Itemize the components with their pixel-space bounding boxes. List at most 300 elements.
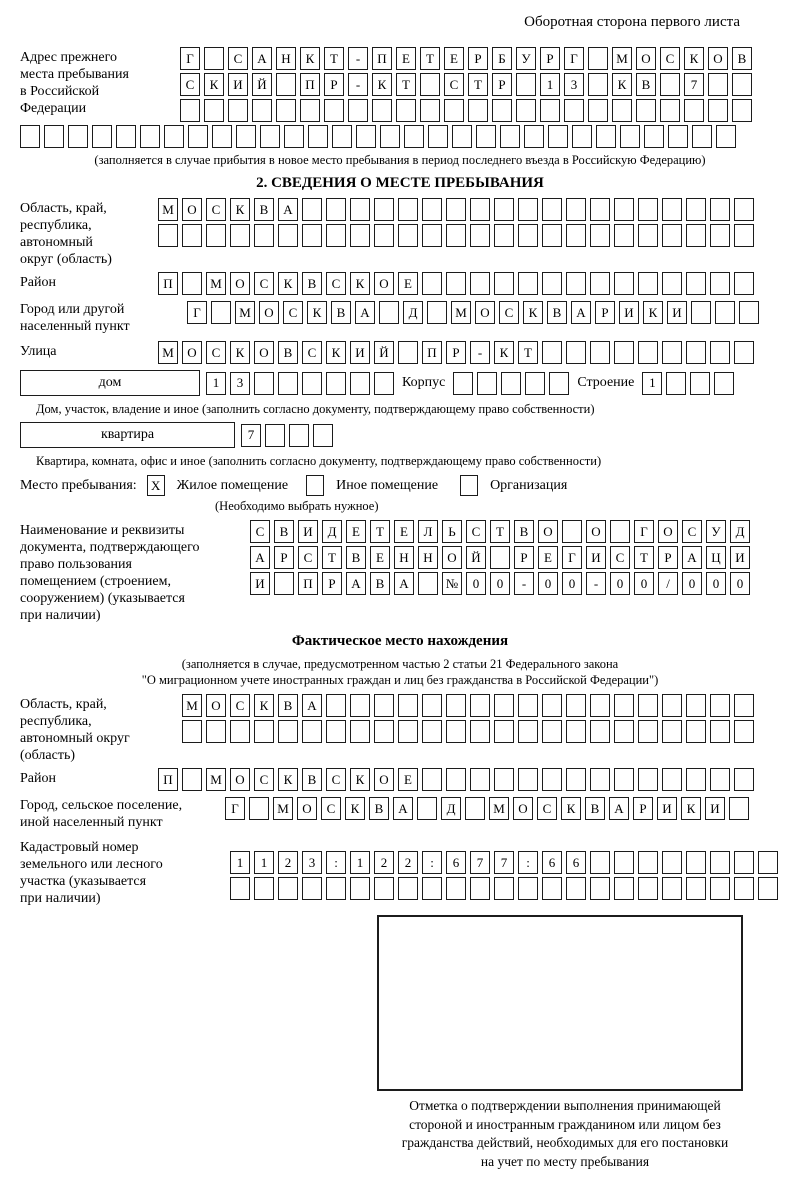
char-cell[interactable]: №	[442, 572, 462, 595]
char-cell[interactable]: С	[228, 47, 248, 70]
char-cell[interactable]: С	[180, 73, 200, 96]
char-cell[interactable]	[158, 224, 178, 247]
char-cell[interactable]	[590, 720, 610, 743]
char-cell[interactable]	[302, 720, 322, 743]
char-cell[interactable]	[350, 694, 370, 717]
char-cell[interactable]	[182, 720, 202, 743]
char-cell[interactable]	[446, 272, 466, 295]
char-cell[interactable]	[566, 768, 586, 791]
char-cell[interactable]	[180, 99, 200, 122]
char-cell[interactable]	[518, 224, 538, 247]
char-cell[interactable]	[638, 341, 658, 364]
char-cell[interactable]: И	[657, 797, 677, 820]
char-cell[interactable]	[662, 851, 682, 874]
char-cell[interactable]	[490, 546, 510, 569]
char-cell[interactable]	[566, 341, 586, 364]
char-cell[interactable]: С	[326, 272, 346, 295]
char-cell[interactable]: Г	[634, 520, 654, 543]
char-cell[interactable]: С	[230, 694, 250, 717]
char-cell[interactable]: И	[250, 572, 270, 595]
char-cell[interactable]	[710, 720, 730, 743]
char-cell[interactable]	[422, 877, 442, 900]
char-cell[interactable]	[588, 99, 608, 122]
stay-checkbox-organization[interactable]	[460, 475, 478, 496]
char-cell[interactable]	[20, 125, 40, 148]
char-cell[interactable]: О	[442, 546, 462, 569]
char-cell[interactable]: 2	[278, 851, 298, 874]
char-cell[interactable]	[44, 125, 64, 148]
char-cell[interactable]	[566, 198, 586, 221]
char-cell[interactable]	[374, 720, 394, 743]
char-cell[interactable]: О	[513, 797, 533, 820]
char-cell[interactable]: Е	[396, 47, 416, 70]
char-cell[interactable]: 1	[642, 372, 662, 395]
char-cell[interactable]	[422, 720, 442, 743]
char-cell[interactable]: А	[252, 47, 272, 70]
char-cell[interactable]	[476, 125, 496, 148]
char-cell[interactable]: А	[355, 301, 375, 324]
char-cell[interactable]	[590, 877, 610, 900]
char-cell[interactable]: 0	[730, 572, 750, 595]
char-cell[interactable]	[542, 877, 562, 900]
char-cell[interactable]: Р	[633, 797, 653, 820]
char-cell[interactable]: А	[609, 797, 629, 820]
char-cell[interactable]	[734, 198, 754, 221]
char-cell[interactable]	[380, 125, 400, 148]
char-cell[interactable]	[524, 125, 544, 148]
char-cell[interactable]: Р	[468, 47, 488, 70]
char-cell[interactable]	[566, 877, 586, 900]
char-cell[interactable]	[644, 125, 664, 148]
char-cell[interactable]	[188, 125, 208, 148]
char-cell[interactable]: С	[250, 520, 270, 543]
char-cell[interactable]	[610, 520, 630, 543]
char-cell[interactable]	[470, 224, 490, 247]
char-cell[interactable]	[690, 372, 710, 395]
char-cell[interactable]	[708, 99, 728, 122]
char-cell[interactable]	[562, 520, 582, 543]
char-cell[interactable]: Т	[322, 546, 342, 569]
char-cell[interactable]	[470, 877, 490, 900]
char-cell[interactable]	[374, 372, 394, 395]
char-cell[interactable]: К	[350, 272, 370, 295]
char-cell[interactable]: О	[297, 797, 317, 820]
char-cell[interactable]	[372, 99, 392, 122]
char-cell[interactable]	[228, 99, 248, 122]
char-cell[interactable]	[204, 47, 224, 70]
char-cell[interactable]	[302, 224, 322, 247]
char-cell[interactable]	[230, 877, 250, 900]
char-cell[interactable]: Е	[444, 47, 464, 70]
char-cell[interactable]: С	[206, 198, 226, 221]
char-cell[interactable]	[734, 768, 754, 791]
char-cell[interactable]: В	[302, 272, 322, 295]
char-cell[interactable]	[374, 877, 394, 900]
char-cell[interactable]	[254, 372, 274, 395]
char-cell[interactable]: Й	[466, 546, 486, 569]
char-cell[interactable]	[686, 768, 706, 791]
char-cell[interactable]: Е	[538, 546, 558, 569]
char-cell[interactable]: Д	[730, 520, 750, 543]
char-cell[interactable]: К	[300, 47, 320, 70]
char-cell[interactable]	[278, 877, 298, 900]
char-cell[interactable]	[542, 694, 562, 717]
char-cell[interactable]	[638, 720, 658, 743]
char-cell[interactable]	[465, 797, 485, 820]
char-cell[interactable]: Р	[274, 546, 294, 569]
char-cell[interactable]	[542, 224, 562, 247]
char-cell[interactable]	[254, 224, 274, 247]
char-cell[interactable]: 7	[494, 851, 514, 874]
char-cell[interactable]: О	[259, 301, 279, 324]
char-cell[interactable]: 2	[374, 851, 394, 874]
char-cell[interactable]: 0	[466, 572, 486, 595]
char-cell[interactable]: Г	[180, 47, 200, 70]
char-cell[interactable]	[686, 694, 706, 717]
char-cell[interactable]	[494, 198, 514, 221]
char-cell[interactable]: Д	[403, 301, 423, 324]
char-cell[interactable]: Д	[322, 520, 342, 543]
char-cell[interactable]: М	[235, 301, 255, 324]
char-cell[interactable]	[662, 341, 682, 364]
char-cell[interactable]: И	[350, 341, 370, 364]
char-cell[interactable]	[540, 99, 560, 122]
char-cell[interactable]	[427, 301, 447, 324]
char-cell[interactable]: Р	[514, 546, 534, 569]
char-cell[interactable]: -	[348, 47, 368, 70]
char-cell[interactable]: В	[732, 47, 752, 70]
char-cell[interactable]: И	[705, 797, 725, 820]
char-cell[interactable]	[614, 198, 634, 221]
char-cell[interactable]: С	[321, 797, 341, 820]
char-cell[interactable]	[418, 572, 438, 595]
char-cell[interactable]: К	[230, 341, 250, 364]
char-cell[interactable]: Р	[322, 572, 342, 595]
char-cell[interactable]: Т	[518, 341, 538, 364]
char-cell[interactable]	[710, 198, 730, 221]
char-cell[interactable]: 1	[230, 851, 250, 874]
char-cell[interactable]: :	[326, 851, 346, 874]
stay-checkbox-other-premises[interactable]	[306, 475, 324, 496]
char-cell[interactable]	[182, 272, 202, 295]
char-cell[interactable]	[566, 720, 586, 743]
char-cell[interactable]: М	[612, 47, 632, 70]
char-cell[interactable]	[313, 424, 333, 447]
char-cell[interactable]	[662, 198, 682, 221]
char-cell[interactable]	[300, 99, 320, 122]
char-cell[interactable]: С	[326, 768, 346, 791]
char-cell[interactable]	[614, 720, 634, 743]
char-cell[interactable]	[715, 301, 735, 324]
char-cell[interactable]: К	[278, 768, 298, 791]
char-cell[interactable]: В	[278, 341, 298, 364]
char-cell[interactable]: Р	[658, 546, 678, 569]
char-cell[interactable]	[398, 720, 418, 743]
char-cell[interactable]	[732, 99, 752, 122]
char-cell[interactable]: О	[230, 768, 250, 791]
char-cell[interactable]: У	[516, 47, 536, 70]
char-cell[interactable]: 1	[254, 851, 274, 874]
char-cell[interactable]	[398, 224, 418, 247]
char-cell[interactable]	[501, 372, 521, 395]
char-cell[interactable]	[714, 372, 734, 395]
char-cell[interactable]	[542, 198, 562, 221]
char-cell[interactable]: 1	[350, 851, 370, 874]
char-cell[interactable]	[470, 198, 490, 221]
char-cell[interactable]: О	[206, 694, 226, 717]
char-cell[interactable]	[668, 125, 688, 148]
char-cell[interactable]	[206, 224, 226, 247]
char-cell[interactable]: А	[250, 546, 270, 569]
char-cell[interactable]	[566, 224, 586, 247]
char-cell[interactable]: 1	[206, 372, 226, 395]
char-cell[interactable]: О	[636, 47, 656, 70]
char-cell[interactable]	[662, 720, 682, 743]
char-cell[interactable]	[452, 125, 472, 148]
char-cell[interactable]	[734, 877, 754, 900]
char-cell[interactable]	[734, 851, 754, 874]
char-cell[interactable]	[662, 272, 682, 295]
char-cell[interactable]	[716, 125, 736, 148]
char-cell[interactable]	[324, 99, 344, 122]
char-cell[interactable]: В	[274, 520, 294, 543]
char-cell[interactable]	[494, 877, 514, 900]
char-cell[interactable]	[326, 694, 346, 717]
char-cell[interactable]: М	[451, 301, 471, 324]
char-cell[interactable]: И	[619, 301, 639, 324]
char-cell[interactable]	[494, 224, 514, 247]
char-cell[interactable]	[68, 125, 88, 148]
char-cell[interactable]	[422, 198, 442, 221]
char-cell[interactable]	[164, 125, 184, 148]
char-cell[interactable]: А	[302, 694, 322, 717]
char-cell[interactable]	[92, 125, 112, 148]
char-cell[interactable]: И	[298, 520, 318, 543]
char-cell[interactable]	[494, 768, 514, 791]
char-cell[interactable]	[636, 99, 656, 122]
char-cell[interactable]	[302, 198, 322, 221]
char-cell[interactable]	[356, 125, 376, 148]
char-cell[interactable]	[249, 797, 269, 820]
char-cell[interactable]: К	[230, 198, 250, 221]
char-cell[interactable]	[284, 125, 304, 148]
char-cell[interactable]: П	[372, 47, 392, 70]
char-cell[interactable]: Ц	[706, 546, 726, 569]
char-cell[interactable]: 0	[562, 572, 582, 595]
char-cell[interactable]	[548, 125, 568, 148]
char-cell[interactable]	[739, 301, 759, 324]
char-cell[interactable]: С	[499, 301, 519, 324]
char-cell[interactable]	[420, 99, 440, 122]
char-cell[interactable]	[710, 694, 730, 717]
char-cell[interactable]: Л	[418, 520, 438, 543]
char-cell[interactable]	[588, 73, 608, 96]
char-cell[interactable]: К	[326, 341, 346, 364]
char-cell[interactable]	[494, 272, 514, 295]
char-cell[interactable]	[691, 301, 711, 324]
char-cell[interactable]	[302, 372, 322, 395]
char-cell[interactable]	[492, 99, 512, 122]
char-cell[interactable]: К	[254, 694, 274, 717]
char-cell[interactable]	[350, 877, 370, 900]
char-cell[interactable]	[417, 797, 437, 820]
char-cell[interactable]: П	[300, 73, 320, 96]
char-cell[interactable]	[428, 125, 448, 148]
char-cell[interactable]: О	[374, 272, 394, 295]
char-cell[interactable]: Р	[324, 73, 344, 96]
char-cell[interactable]: С	[682, 520, 702, 543]
char-cell[interactable]	[638, 851, 658, 874]
char-cell[interactable]: М	[206, 272, 226, 295]
char-cell[interactable]: А	[682, 546, 702, 569]
char-cell[interactable]: Т	[490, 520, 510, 543]
char-cell[interactable]	[278, 720, 298, 743]
char-cell[interactable]	[468, 99, 488, 122]
char-cell[interactable]	[422, 272, 442, 295]
char-cell[interactable]	[686, 720, 706, 743]
char-cell[interactable]	[572, 125, 592, 148]
char-cell[interactable]	[588, 47, 608, 70]
char-cell[interactable]	[470, 720, 490, 743]
char-cell[interactable]	[444, 99, 464, 122]
char-cell[interactable]	[211, 301, 231, 324]
char-cell[interactable]: 3	[230, 372, 250, 395]
char-cell[interactable]: К	[278, 272, 298, 295]
char-cell[interactable]	[542, 272, 562, 295]
char-cell[interactable]	[710, 341, 730, 364]
char-cell[interactable]	[422, 224, 442, 247]
char-cell[interactable]	[590, 198, 610, 221]
char-cell[interactable]: 7	[684, 73, 704, 96]
char-cell[interactable]: Т	[420, 47, 440, 70]
char-cell[interactable]	[278, 224, 298, 247]
char-cell[interactable]	[638, 198, 658, 221]
char-cell[interactable]	[477, 372, 497, 395]
char-cell[interactable]: И	[667, 301, 687, 324]
char-cell[interactable]	[734, 720, 754, 743]
char-cell[interactable]	[212, 125, 232, 148]
char-cell[interactable]: П	[158, 272, 178, 295]
char-cell[interactable]	[398, 198, 418, 221]
char-cell[interactable]: 7	[241, 424, 261, 447]
char-cell[interactable]: Г	[562, 546, 582, 569]
char-cell[interactable]	[332, 125, 352, 148]
char-cell[interactable]	[684, 99, 704, 122]
char-cell[interactable]	[348, 99, 368, 122]
char-cell[interactable]: 0	[682, 572, 702, 595]
char-cell[interactable]: И	[730, 546, 750, 569]
char-cell[interactable]: К	[307, 301, 327, 324]
char-cell[interactable]	[374, 224, 394, 247]
char-cell[interactable]: М	[489, 797, 509, 820]
char-cell[interactable]: К	[681, 797, 701, 820]
char-cell[interactable]	[638, 694, 658, 717]
char-cell[interactable]: Й	[252, 73, 272, 96]
char-cell[interactable]: П	[298, 572, 318, 595]
char-cell[interactable]	[398, 877, 418, 900]
char-cell[interactable]: Р	[540, 47, 560, 70]
char-cell[interactable]	[692, 125, 712, 148]
char-cell[interactable]: :	[518, 851, 538, 874]
char-cell[interactable]	[236, 125, 256, 148]
char-cell[interactable]: С	[466, 520, 486, 543]
char-cell[interactable]	[276, 99, 296, 122]
char-cell[interactable]: М	[158, 198, 178, 221]
char-cell[interactable]: О	[475, 301, 495, 324]
char-cell[interactable]	[734, 224, 754, 247]
char-cell[interactable]	[260, 125, 280, 148]
stay-checkbox-residential[interactable]: X	[147, 475, 165, 496]
char-cell[interactable]	[453, 372, 473, 395]
char-cell[interactable]	[446, 720, 466, 743]
char-cell[interactable]	[518, 720, 538, 743]
char-cell[interactable]: В	[254, 198, 274, 221]
char-cell[interactable]	[734, 272, 754, 295]
char-cell[interactable]: С	[302, 341, 322, 364]
char-cell[interactable]: П	[422, 341, 442, 364]
char-cell[interactable]: А	[394, 572, 414, 595]
char-cell[interactable]	[350, 720, 370, 743]
char-cell[interactable]: Т	[634, 546, 654, 569]
char-cell[interactable]: 0	[538, 572, 558, 595]
char-cell[interactable]	[326, 224, 346, 247]
char-cell[interactable]: С	[254, 272, 274, 295]
char-cell[interactable]: С	[660, 47, 680, 70]
char-cell[interactable]: Т	[396, 73, 416, 96]
char-cell[interactable]: К	[350, 768, 370, 791]
char-cell[interactable]	[326, 877, 346, 900]
char-cell[interactable]	[662, 694, 682, 717]
char-cell[interactable]	[566, 272, 586, 295]
char-cell[interactable]	[516, 73, 536, 96]
char-cell[interactable]	[398, 341, 418, 364]
char-cell[interactable]: Д	[441, 797, 461, 820]
char-cell[interactable]: А	[346, 572, 366, 595]
char-cell[interactable]: Г	[564, 47, 584, 70]
char-cell[interactable]: М	[158, 341, 178, 364]
char-cell[interactable]	[710, 877, 730, 900]
char-cell[interactable]	[308, 125, 328, 148]
char-cell[interactable]	[254, 877, 274, 900]
char-cell[interactable]: В	[370, 572, 390, 595]
char-cell[interactable]: :	[422, 851, 442, 874]
char-cell[interactable]	[420, 73, 440, 96]
char-cell[interactable]: Н	[394, 546, 414, 569]
char-cell[interactable]: С	[283, 301, 303, 324]
char-cell[interactable]: Ь	[442, 520, 462, 543]
char-cell[interactable]: М	[182, 694, 202, 717]
char-cell[interactable]	[276, 73, 296, 96]
char-cell[interactable]	[518, 198, 538, 221]
char-cell[interactable]	[140, 125, 160, 148]
char-cell[interactable]	[549, 372, 569, 395]
char-cell[interactable]	[660, 73, 680, 96]
char-cell[interactable]	[614, 694, 634, 717]
char-cell[interactable]: В	[302, 768, 322, 791]
char-cell[interactable]: С	[206, 341, 226, 364]
char-cell[interactable]	[470, 272, 490, 295]
char-cell[interactable]: О	[182, 198, 202, 221]
char-cell[interactable]	[590, 694, 610, 717]
char-cell[interactable]: О	[586, 520, 606, 543]
char-cell[interactable]: О	[538, 520, 558, 543]
char-cell[interactable]	[614, 768, 634, 791]
char-cell[interactable]	[516, 99, 536, 122]
char-cell[interactable]: К	[494, 341, 514, 364]
char-cell[interactable]	[590, 341, 610, 364]
char-cell[interactable]	[326, 720, 346, 743]
char-cell[interactable]	[729, 797, 749, 820]
